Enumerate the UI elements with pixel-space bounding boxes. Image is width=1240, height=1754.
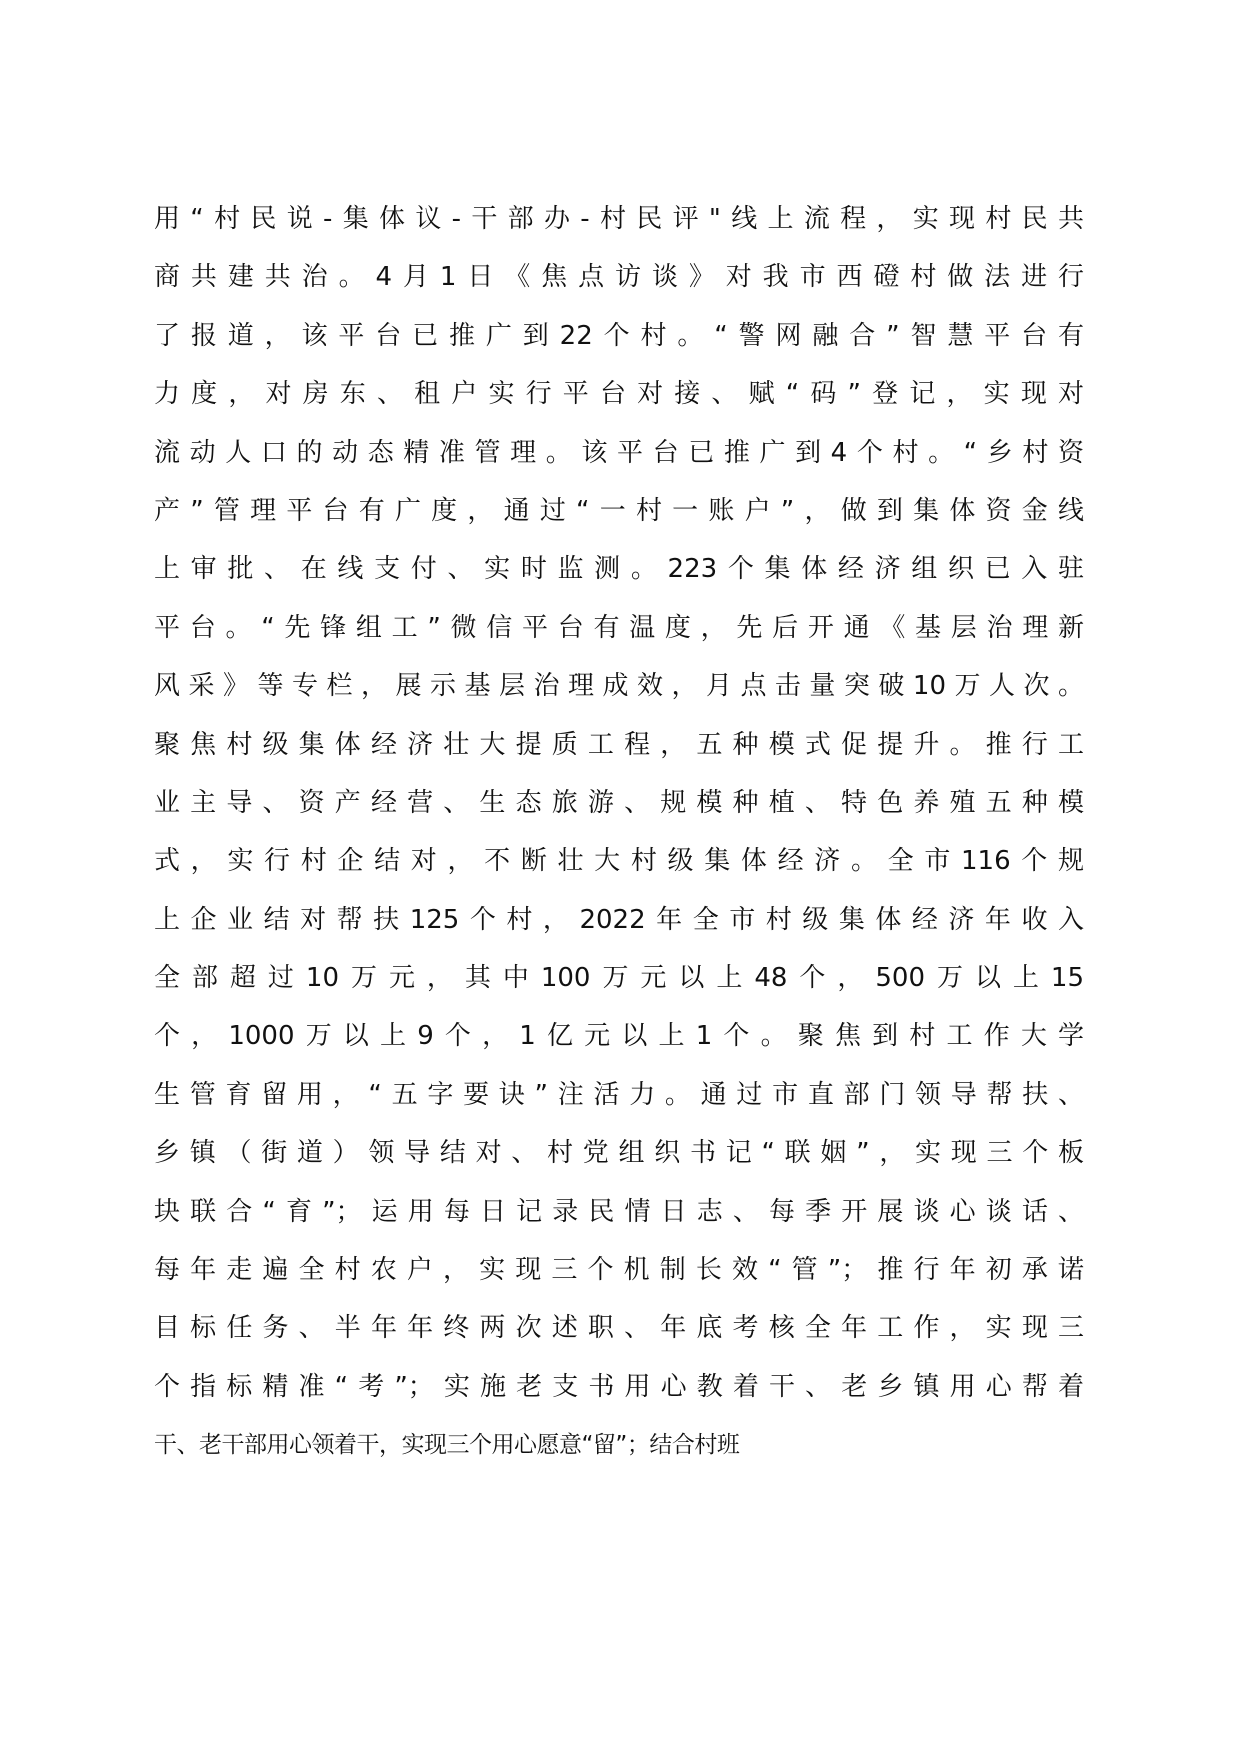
body-text — [154, 190, 1084, 1475]
text-line-20: 目标任务、半年年终两次述职、年底考核全年工作，实现三 — [154, 1313, 1084, 1344]
text-line-21: 个指标精准“考”；实施老支书用心教着干、老乡镇用心帮着 — [154, 1371, 1084, 1402]
text-line-22: 干、老干部用心领着干，实现三个用心愿意“留”；结合村班 — [154, 1432, 740, 1459]
text-line-5: 流动人口的动态精准管理。该平台已推广到4个村。“乡村资 — [154, 437, 1084, 468]
text-line-3: 了报道，该平台已推广到22个村。“警网融合”智慧平台有 — [154, 320, 1084, 351]
text-line-19: 每年走遍全村农户，实现三个机制长效“管”；推行年初承诺 — [154, 1255, 1084, 1286]
text-line-14: 全部超过10万元，其中100万元以上48个，500万以上15 — [154, 963, 1084, 994]
text-line-4: 力度，对房东、租户实行平台对接、赋“码”登记，实现对 — [154, 379, 1084, 410]
text-line-7: 上审批、在线支付、实时监测。223个集体经济组织已入驻 — [154, 554, 1084, 585]
text-line-10: 聚焦村级集体经济壮大提质工程，五种模式促提升。推行工 — [154, 729, 1084, 760]
text-line-17: 乡镇（街道）领导结对、村党组织书记“联姻”，实现三个板 — [154, 1138, 1084, 1169]
text-line-18: 块联合“育”；运用每日记录民情日志、每季开展谈心谈话、 — [154, 1196, 1084, 1227]
text-line-13: 上企业结对帮扶125个村，2022年全市村级集体经济年收入 — [154, 904, 1084, 935]
text-line-11: 业主导、资产经营、生态旅游、规模种植、特色养殖五种模 — [154, 787, 1084, 818]
text-line-2: 商共建共治。4月1日《焦点访谈》对我市西磴村做法进行 — [154, 262, 1084, 293]
text-line-9: 风采》等专栏，展示基层治理成效，月点击量突破10万人次。 — [154, 671, 1084, 702]
text-line-16: 生管育留用，“五字要诀”注活力。通过市直部门领导帮扶、 — [154, 1079, 1084, 1110]
text-line-12: 式，实行村企结对，不断壮大村级集体经济。全市116个规 — [154, 846, 1084, 877]
text-line-8: 平台。“先锋组工”微信平台有温度，先后开通《基层治理新 — [154, 612, 1084, 643]
text-line-15: 个，1000万以上9个，1亿元以上1个。聚焦到村工作大学 — [154, 1021, 1084, 1052]
text-line-1: 用“村民说-集体议-干部办-村民评"线上流程，实现村民共 — [154, 204, 1084, 234]
text-line-6: 产”管理平台有广度，通过“一村一账户”，做到集体资金线 — [154, 495, 1084, 526]
